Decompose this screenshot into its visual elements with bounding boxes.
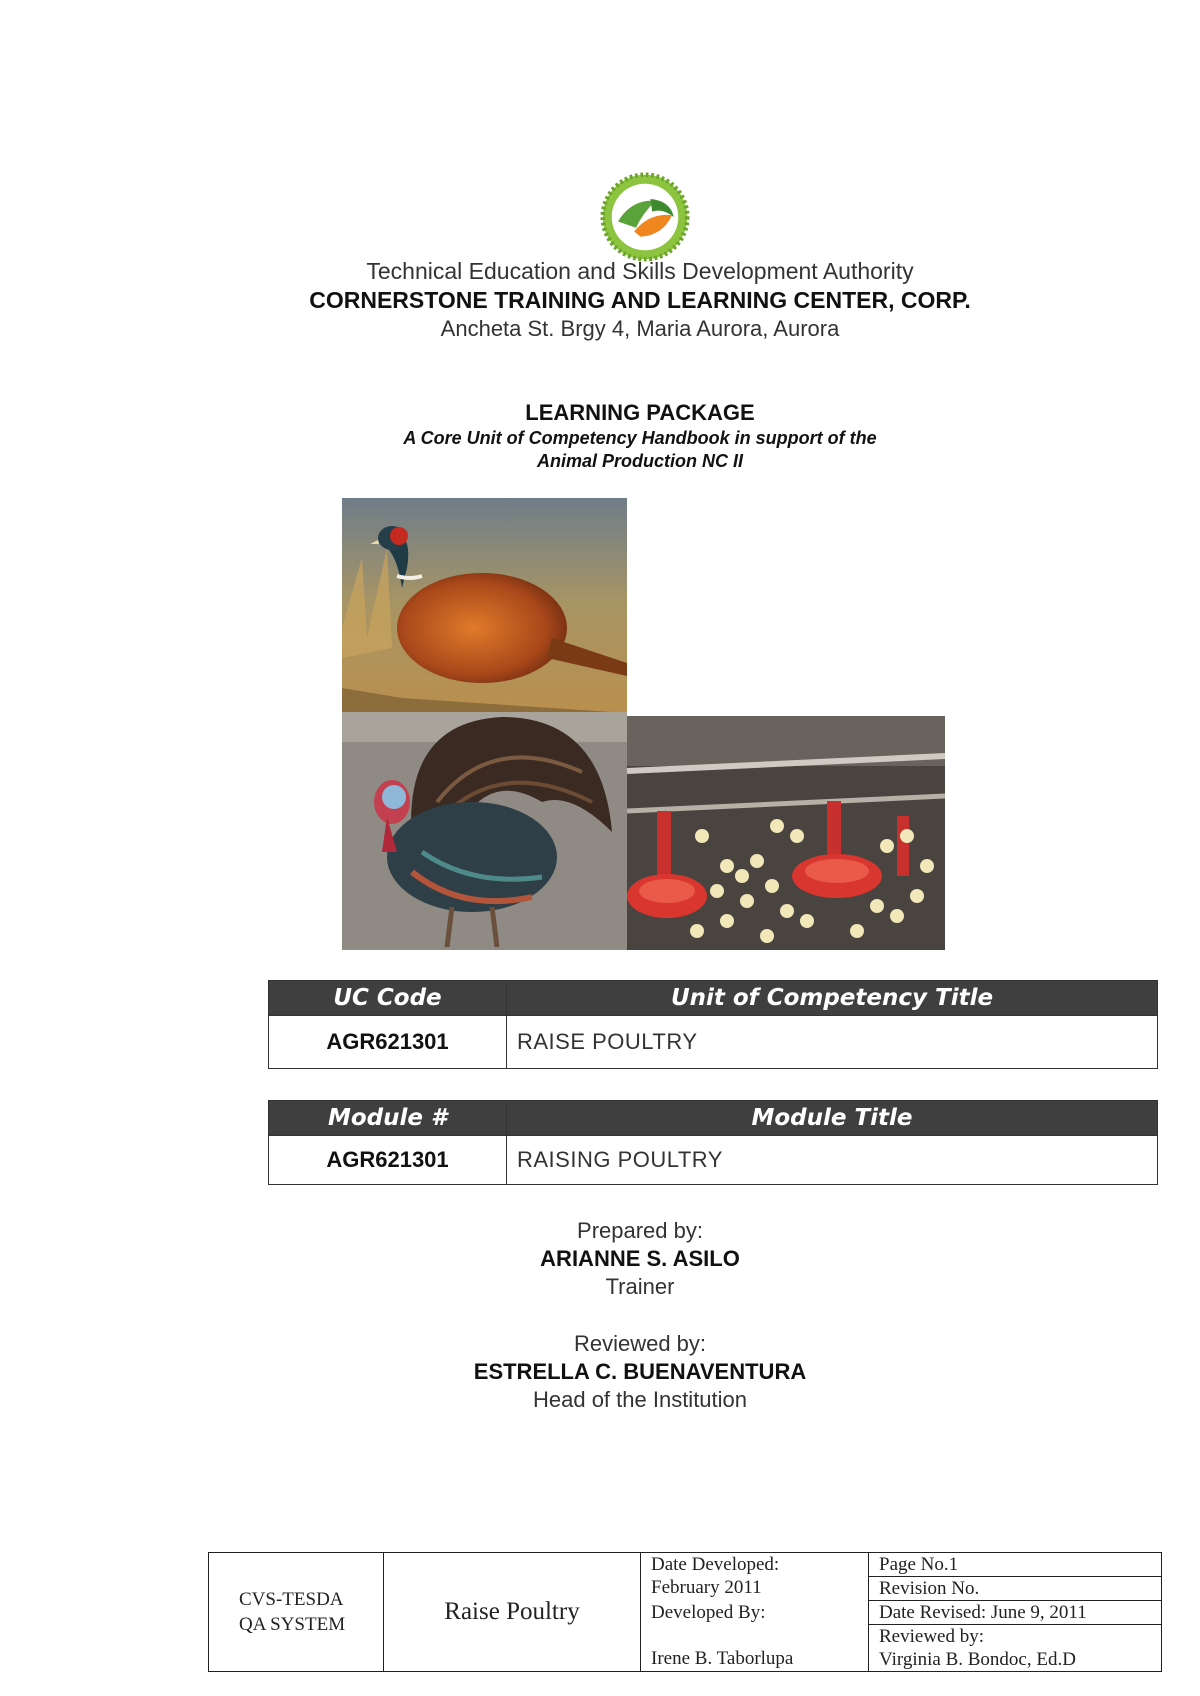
uc-code-value: AGR621301: [269, 1016, 507, 1069]
package-subtitle-line1: A Core Unit of Competency Handbook in support of the: [403, 428, 877, 448]
module-table: [268, 1100, 1158, 1185]
footer-reviewed-by-value: Virginia B. Bondoc, Ed.D: [879, 1649, 1076, 1670]
module-number-value: AGR621301: [269, 1136, 507, 1185]
uc-title-value: RAISE POULTRY: [507, 1016, 1158, 1069]
qa-system-line2: QA SYSTEM: [239, 1614, 346, 1635]
prepared-by-role: Trainer: [605, 1274, 675, 1299]
page-number: Page No.1: [869, 1553, 1162, 1577]
module-title-header: Module Title: [507, 1101, 1158, 1136]
package-subtitle-line2: Animal Production NC II: [536, 451, 743, 471]
institution-address: Ancheta St. Brgy 4, Maria Aurora, Aurora: [440, 316, 840, 341]
prepared-by-name: ARIANNE S. ASILO: [540, 1246, 740, 1271]
turkey-photo: [342, 712, 627, 950]
footer-reviewed-by-label: Reviewed by:: [879, 1626, 985, 1647]
institution-name: CORNERSTONE TRAINING AND LEARNING CENTER, CORP.: [309, 287, 971, 313]
developed-by-cell: [641, 1601, 869, 1672]
module-title-value: RAISING POULTRY: [507, 1136, 1158, 1185]
unit-competency-table: [268, 980, 1158, 1069]
footer-doc-title: Raise Poultry: [384, 1553, 641, 1672]
developed-by-label: Developed By:: [651, 1601, 766, 1623]
qa-system-cell: [209, 1553, 384, 1672]
developed-by-value: Irene B. Taborlupa: [651, 1647, 794, 1669]
uc-title-header: Unit of Competency Title: [507, 981, 1158, 1016]
chicks-photo: [627, 716, 945, 950]
date-revised: Date Revised: June 9, 2011: [869, 1601, 1162, 1625]
module-number-header: Module #: [269, 1101, 507, 1136]
prepared-by-label: Prepared by:: [577, 1218, 703, 1243]
date-developed-label: Date Developed:: [651, 1554, 780, 1575]
revision-number: Revision No.: [869, 1577, 1162, 1601]
package-title: LEARNING PACKAGE: [525, 400, 755, 425]
qa-system-line1: CVS-TESDA: [239, 1589, 344, 1610]
date-developed-value: February 2011: [651, 1577, 762, 1598]
agency-name: Technical Education and Skills Development Authority: [366, 258, 914, 284]
reviewed-by-name: ESTRELLA C. BUENAVENTURA: [473, 1359, 807, 1384]
tesda-logo: [600, 172, 690, 262]
date-developed-cell: [641, 1553, 869, 1601]
reviewed-by-role: Head of the Institution: [532, 1387, 748, 1412]
document-footer: [208, 1552, 1162, 1672]
reviewed-by-label: Reviewed by:: [573, 1331, 707, 1356]
pheasant-photo: [342, 498, 627, 712]
reviewed-by-cell: [869, 1625, 1162, 1672]
uc-code-header: UC Code: [269, 981, 507, 1016]
